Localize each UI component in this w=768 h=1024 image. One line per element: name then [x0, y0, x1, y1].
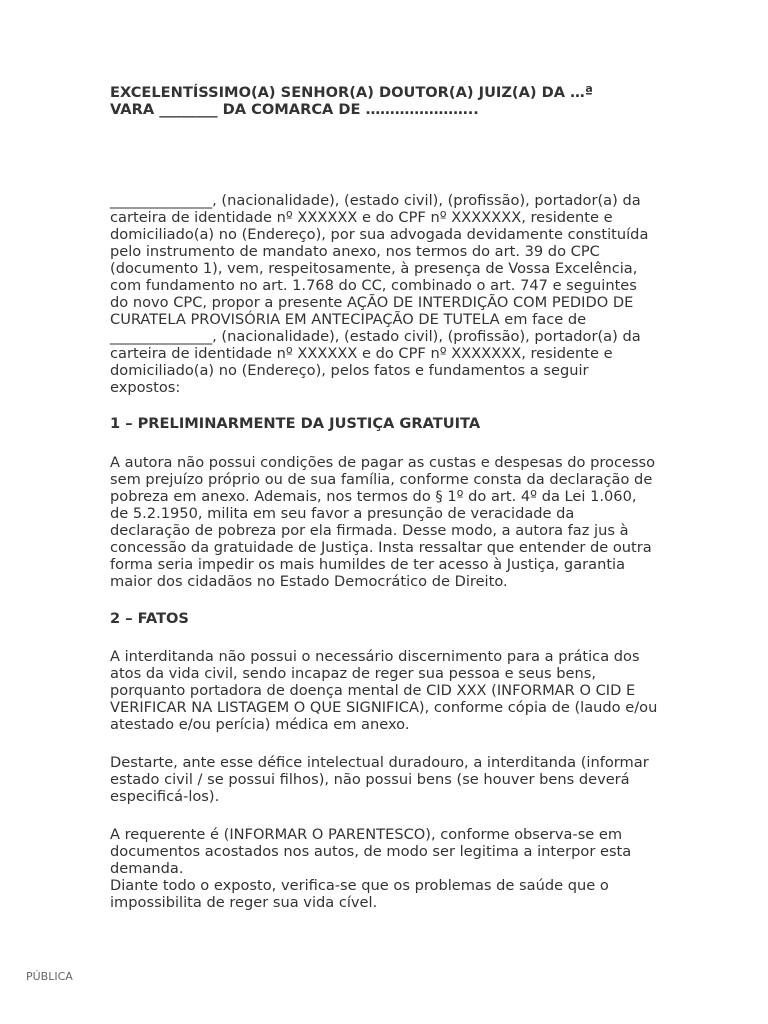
document-title [110, 84, 658, 118]
section-2-heading: 2 – FATOS [110, 610, 189, 627]
title-line-1: EXCELENTÍSSIMO(A) SENHOR(A) DOUTOR(A) JUIZ(A) DA …ª [110, 84, 593, 101]
section-2-paragraph-1: A interditanda não possui o necessário discernimento para a prática dos atos da vida civil, sendo incapaz de reger sua pessoa e seus bens, porquanto portadora de doença mental de CID XXX (INFORMAR O CID E VERIFICAR NA LISTAGEM O QUE SIGNIFICA), conforme cópia de (laudo e/ou atestado e/ou perícia) médica em anexo. [110, 648, 658, 733]
section-2-paragraph-3: A requerente é (INFORMAR O PARENTESCO), conforme observa-se em documentos acostados nos autos, de modo ser legitima a interpor esta demanda. [110, 826, 632, 877]
document-page [110, 84, 658, 911]
section-2-paragraph-4: Diante todo o exposto, verifica-se que os problemas de saúde que o impossibilita de reger sua vida cível. [110, 877, 609, 911]
intro-paragraph: ______________, (nacionalidade), (estado civil), (profissão), portador(a) da carteira de identidade nº XXXXXX e do CPF nº XXXXXXX, residente e domiciliado(a) no (Endereço), por sua advogada devidamente constituída pelo instrumento de mandato anexo, nos termos do art. 39 do CPC (documento 1), vem, respeitosamente, à presença de Vossa Excelência, com fundamento no art. 1.768 do CC, combinado o art. 747 e seguintes do novo CPC, propor a presente AÇÃO DE INTERDIÇÃO COM PEDIDO DE CURATELA PROVISÓRIA EM ANTECIPAÇÃO DE TUTELA em face de ______________, (nacionalidade), (estado civil), (profissão), portador(a) da carteira de identidade nº XXXXXX e do CPF nº XXXXXXX, residente e domiciliado(a) no (Endereço), pelos fatos e fundamentos a seguir expostos: [110, 192, 649, 396]
section-1-heading: 1 – PRELIMINARMENTE DA JUSTIÇA GRATUITA [110, 415, 481, 432]
classification-label: PÚBLICA [26, 970, 73, 983]
title-line-2: VARA ________ DA COMARCA DE ………………….. [110, 101, 479, 118]
section-1-paragraph: A autora não possui condições de pagar as custas e despesas do processo sem prejuízo próprio ou de sua família, conforme consta da declaração de pobreza em anexo. Ademais, nos termos do § 1º do art. 4º da Lei 1.060, de 5.2.1950, milita em seu favor a presunção de veracidade da declaração de pobreza por ela firmada. Desse modo, a autora faz jus à concessão da gratuidade de Justiça. Insta ressaltar que entender de outra forma seria impedir os mais humildes de ter acesso à Justiça, garantia maior dos cidadãos no Estado Democrático de Direito. [110, 454, 656, 590]
section-2-paragraph-2: Destarte, ante esse défice intelectual duradouro, a interditanda (informar estado civil / se possui filhos), não possui bens (se houver bens deverá especificá-los). [110, 754, 649, 805]
